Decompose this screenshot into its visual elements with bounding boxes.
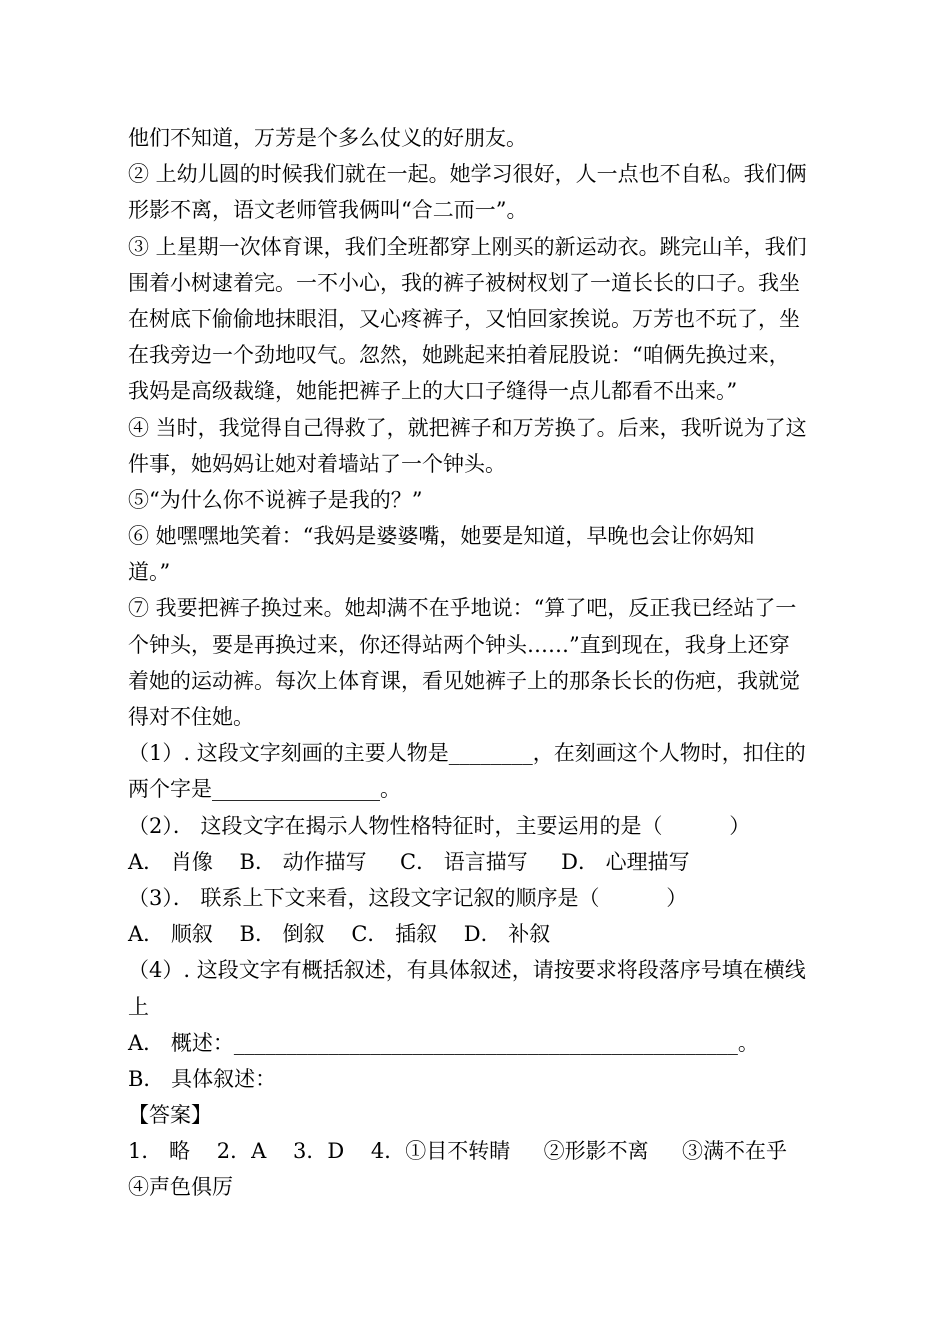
answer-heading: 【答案】 <box>128 1103 212 1128</box>
question-1: （1）. 这段文字刻画的主要人物是________，在刻画这个人物时，扣住的 <box>128 741 806 766</box>
text-line: 着她的运动裤。每次上体育课，看见她裤子上的那条长长的伤疤，我就觉 <box>128 668 800 693</box>
text-line: 围着小树逮着完。一不小心，我的裤子被树杈划了一道长长的口子。我坐 <box>128 270 800 295</box>
question-2: （2）． 这段文字在揭示人物性格特征时，主要运用的是（ ） <box>128 813 751 838</box>
paragraph-6-line: ⑥ 她嘿嘿地笑着：“我妈是婆婆嘴，她要是知道，早晚也会让你妈知 <box>128 524 755 549</box>
question-1-continued: 两个字是________________。 <box>128 777 401 802</box>
paragraph-2-line: ② 上幼儿圆的时候我们就在一起。她学习很好，人一点也不自私。我们俩 <box>128 162 807 187</box>
text-line: 形影不离，语文老师管我俩叫“合二而一”。 <box>128 198 528 223</box>
text-line: 个钟头，要是再换过来，你还得站两个钟头……”直到现在，我身上还穿 <box>128 632 790 657</box>
text-line: 件事，她妈妈让她对着墙站了一个钟头。 <box>128 451 506 476</box>
text-line: 在树底下偷偷地抹眼泪，又心疼裤子，又怕回家挨说。万芳也不玩了，坐 <box>128 306 800 331</box>
question-4-option-b: B． 具体叙述： <box>128 1066 277 1091</box>
paragraph-3-line: ③ 上星期一次体育课，我们全班都穿上刚买的新运动衣。跳完山羊，我们 <box>128 234 807 259</box>
question-3-options: A． 顺叙 B． 倒叙 C． 插叙 D． 补叙 <box>128 922 551 947</box>
paragraph-4-line: ④ 当时，我觉得自己得救了，就把裤子和万芳换了。后来，我听说为了这 <box>128 415 807 440</box>
question-2-options: A． 肖像 B． 动作描写 C． 语言描写 D． 心理描写 <box>128 849 690 874</box>
question-3: （3）． 联系上下文来看，这段文字记叙的顺序是（ ） <box>128 885 688 910</box>
question-4-continued: 上 <box>128 994 149 1019</box>
question-4: （4）. 这段文字有概括叙述，有具体叙述，请按要求将段落序号填在横线 <box>128 958 806 983</box>
text-line: 得对不住她。 <box>128 705 254 729</box>
paragraph-7-line: ⑦ 我要把裤子换过来。她却满不在乎地说：“算了吧，反正我已经站了一 <box>128 596 797 621</box>
question-4-option-a: A． 概述：________________________________________________。 <box>128 1030 759 1055</box>
text-line: 我妈是高级裁缝，她能把裤子上的大口子缝得一点儿都看不出来。” <box>128 379 738 404</box>
answer-line: 1． 略 2．A 3．D 4．①目不转睛 ②形影不离 ③满不在乎 <box>128 1139 787 1164</box>
document-text <box>128 120 828 1206</box>
text-line: 在我旁边一个劲地叹气。忽然，她跳起来拍着屁股说：“咱俩先换过来， <box>128 343 790 368</box>
text-line: 他们不知道，万芳是个多么仗义的好朋友。 <box>128 126 527 150</box>
text-line: 道。” <box>128 560 171 585</box>
paragraph-5-line: ⑤“为什么你不说裤子是我的？” <box>128 487 423 512</box>
answer-line-continued: ④声色俱厉 <box>128 1175 233 1200</box>
